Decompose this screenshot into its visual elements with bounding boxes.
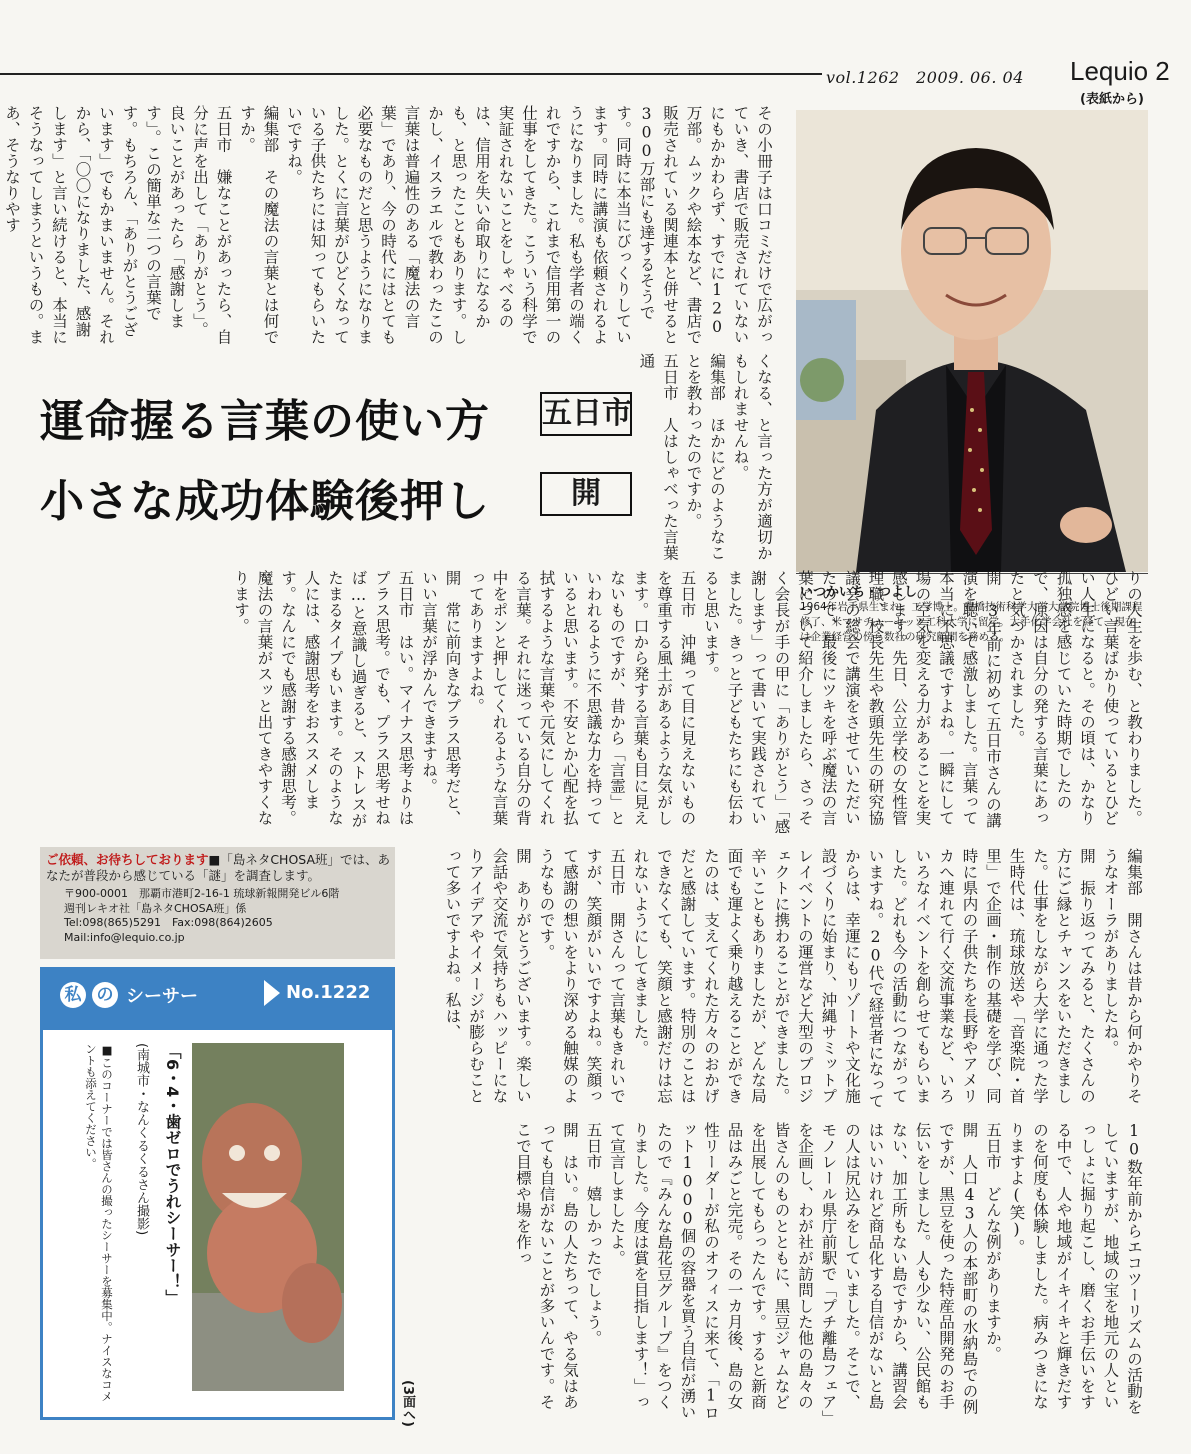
paragraph: 編集部 開さんは昔から何かやりそうなオーラがありましたね。 [1101,848,1143,1104]
paragraph: 開 ありがとうございます。楽しい会話や交流で気持ちもハッピーになりアイデアやイメージが膨らむことって多いですよね。私は、 [443,848,532,1104]
article-column-top-mid [637,353,775,573]
headline-line-2: 小さな成功体験後押し [40,476,490,527]
issue-info: vol.1262 2009. 06. 04 [826,68,1024,87]
headline-tag-speaker-2: 開 [540,472,632,516]
paragraph: 開 常に前向きなプラス思考だと、いい言葉が浮かんできますね。 [420,570,462,826]
request-box-heading: ご依頼、お待ちしております [46,852,209,867]
paragraph: 10数年前からエコツーリズムの活動をしていますが、地域の宝を地元の人といっしょに掘り起こし、磨くお手伝いをする中で、人や地域がイキイキと輝きだすのを何度も体験しました。病みつきになりますよ(笑)。 [1007,1122,1143,1415]
paragraph: その小冊子は口コミだけで広がっていき、書店で販売されていないにもかかわらず、すでに120万部。ムックや絵本など、書店で販売されている関連本と併せると300万部にも達するそうです。同時に本当にびっくりしています。同時に講演も依頼されるようになりました。私も学者の端くれですから、これまで信用第一の仕事をしてきた。こういう科学で実証されないことをしゃべるのは、信用を失い命取りになるかも、と思ったこともあります。しかし、イスラエルで教わったこの言葉は普遍性のある「魔法の言葉」であり、今の時代にはとても必要なものだと思うようになりました。とくに言葉がひどくなっている子供たちには知ってもらいたいですね。 [285,105,773,345]
address-line: 週刊レキオ社「島ネタCHOSA班」係 [64,901,247,915]
caption-bio: 1964年岩手県生まれ。工学博士。豊橋技術科学大学大学院博士後期課程修了、米マサチューセッツ工科大学に留学。大手化学会社を経て、現在は企業経営の傍ら数社の研究顧問を務める。 [800,601,1143,643]
headline-line-1: 運命握る言葉の使い方 [40,396,490,447]
portrait-photo [796,110,1148,572]
shisa-badge-char: の [92,982,118,1008]
shisa-illustration [192,1043,344,1391]
email-link[interactable]: Mail:info@lequio.co.jp [64,930,185,944]
article-column-bottom-upper [410,848,1145,1118]
request-box-title [46,852,391,884]
paragraph: 開 3年前に初めて五日市さんの講演を聴いて感激しました。言葉って本当に不思議ですよね。一瞬にして場の空気を変える力があることを実感します。先日、公立学校の女性管理職、校長先生や教頭先生の研究協議会の総会で講演をさせていただいたので、最後にツキを呼ぶ魔法の言葉について紹介しましたら、さっそく会長が手の甲に「ありがとう」「感謝します」って書いて実践されていました。きっと子どもたちにも伝わると思います。 [702,570,1002,835]
request-box-description: ■「島ネタCHOSA班」では、あなたが普段から感じている「謎」を調査します。 [46,852,391,883]
paragraph: 五日市 はい。マイナス思考よりはプラス思考。でも、プラス思考せねば…と意識し過ぎると、ストレスがたまるタイプもいます。そのような人には、感謝思考をおススメします。なんにでも感謝する感謝思考。魔法の言葉がスッと出てきやすくなります。 [232,570,415,829]
paragraph: 編集部 ほかにどのようなことを教わったのですか。 [684,353,726,561]
continued-label: (3面へ) [400,1380,415,1427]
request-box-address [64,887,389,945]
paragraph: 開 振り返ってみると、たくさんの方にご縁とチャンスをいただきました。仕事をしながら大学に通った学生時代は、琉球放送や「音楽院・首里」で企画・制作の基礎を学び、同時に県内の子供たちを長野やアメリカへ連れて行く交流事業など、いろいろなイベントを創らせてもらいました。どれも今の活動につながっていますね。20代で経営者になってからは、幸運にもリゾートや文化施設づくりに始まり、沖縄サミットプレイベントの運営など大型のプロジェクトに携わることができました。辛いこともありましたが、どんな局面でも運よく乗り越えることができたのは、支えてくれた方々のおかげだと感謝しています。特別のことはできなくても、笑顔と感謝だけは忘れないようにしてきました。 [631,848,1096,1109]
shisa-photo [192,1043,344,1391]
shisa-corner-title: シーサー [126,986,198,1007]
caption-name: いつかいち・つよし [800,585,918,600]
article-column-top-left [3,105,775,345]
paragraph: 五日市 どんな例がありますか。 [984,1122,1002,1362]
paragraph: くなる、と言った方が適切かもしれませんね。 [731,353,773,561]
lequio-logo: Lequio 2 [1070,56,1170,86]
article-column-bottom-lower [410,1122,1145,1422]
portrait-illustration [796,110,1148,572]
shisa-corner-number: No.1222 [286,982,371,1003]
address-line: Tel:098(865)5291 Fax:098(864)2605 [64,916,273,929]
paragraph: 編集部 その魔法の言葉とは何ですか。 [238,105,280,345]
paragraph: 五日市 嫌なことがあったら、自分に声を出して「ありがとう」。良いことがあったら「感謝します」。この簡単な二つの言葉です。もちろん、「ありがとうございます」でもかまいません。それから、「〇〇になりました、感謝します」と言い続けると、本当にそうなってしまうというもの。まあ、そうなりやす [3,105,233,345]
shisa-photo-title: 「6・4・歯ゼロでうれシーサー！」 [163,1043,182,1306]
paragraph: 五日市 人はしゃべった言葉通 [637,353,679,561]
shisa-badge-char: 私 [60,982,86,1008]
paragraph: 開 はい。島の人たちって、やる気はあっても自信がないことが多いんです。そこで目標や場を作っ [514,1122,579,1410]
paragraph: 五日市 開さんって言葉もきれいですが、笑顔がいいですよね。笑顔って感謝の想いをより深める触媒のようなものです。 [537,848,626,1104]
section-label: (表紙から) [1080,92,1144,107]
arrow-right-icon [264,980,280,1006]
address-line: 〒900-0001 那覇市港町2-16-1 琉球新報開発ビル6階 [64,887,340,900]
paragraph: りの人生を歩む、と教わりました。ひどい言葉ばかり使っているとひどい人生になると。その頃は、かなり孤独感を感じていた時期でしたので、原因は自分の発する言葉にあったと気づかされました。 [1007,570,1143,826]
shisa-corner-note: ■このコーナーでは皆さんの撮ったシーサーを募集中。ナイスなコメントも添えてください。 [84,1043,114,1402]
shisa-photo-credit: (南城市・なんくるくるさん撮影) [134,1043,149,1236]
header-rule [0,73,822,75]
headline-tag-speaker-1: 五日市 [540,392,632,436]
article-column-middle [40,570,1145,840]
paragraph: 五日市 沖縄って目に見えないものを尊重する風土があるような気がします。口から発する言葉も目に見えないものですが、昔から「言霊」といわれるように不思議な力を持っていると思います。不安とか心配を払拭するような言葉や元気にしてくれる言葉。それに迷っている自分の背中をポンと押してくれるような言葉ってありますよね。 [467,570,697,826]
paragraph: 五日市 嬉しかったでしょう。 [584,1122,603,1346]
paragraph: 開 人口43人の本部町の水納島での例ですが、黒豆を使った特産品開発のお手伝いをしました。人も少ない、公民館もない、加工所もない島ですから、講習会はいいけれど商品化する自信がないと島の人は尻込みをしていました。そこで、モノレール県庁前駅で「プチ離島フェア」を企画し、わが社が訪問した他の島々の皆さんのものとともに、黒豆ジャムなどを出展してもらったんです。すると新商品はみごと完売。その一カ月後、島の女性リーダーが私のオフィスに来て、「1ロット1000個の容器を買う自信が湧いたので『みんな島花豆グループ』をつくりました。今度は賞を目指します！」って宣言しましたよ。 [608,1122,979,1421]
